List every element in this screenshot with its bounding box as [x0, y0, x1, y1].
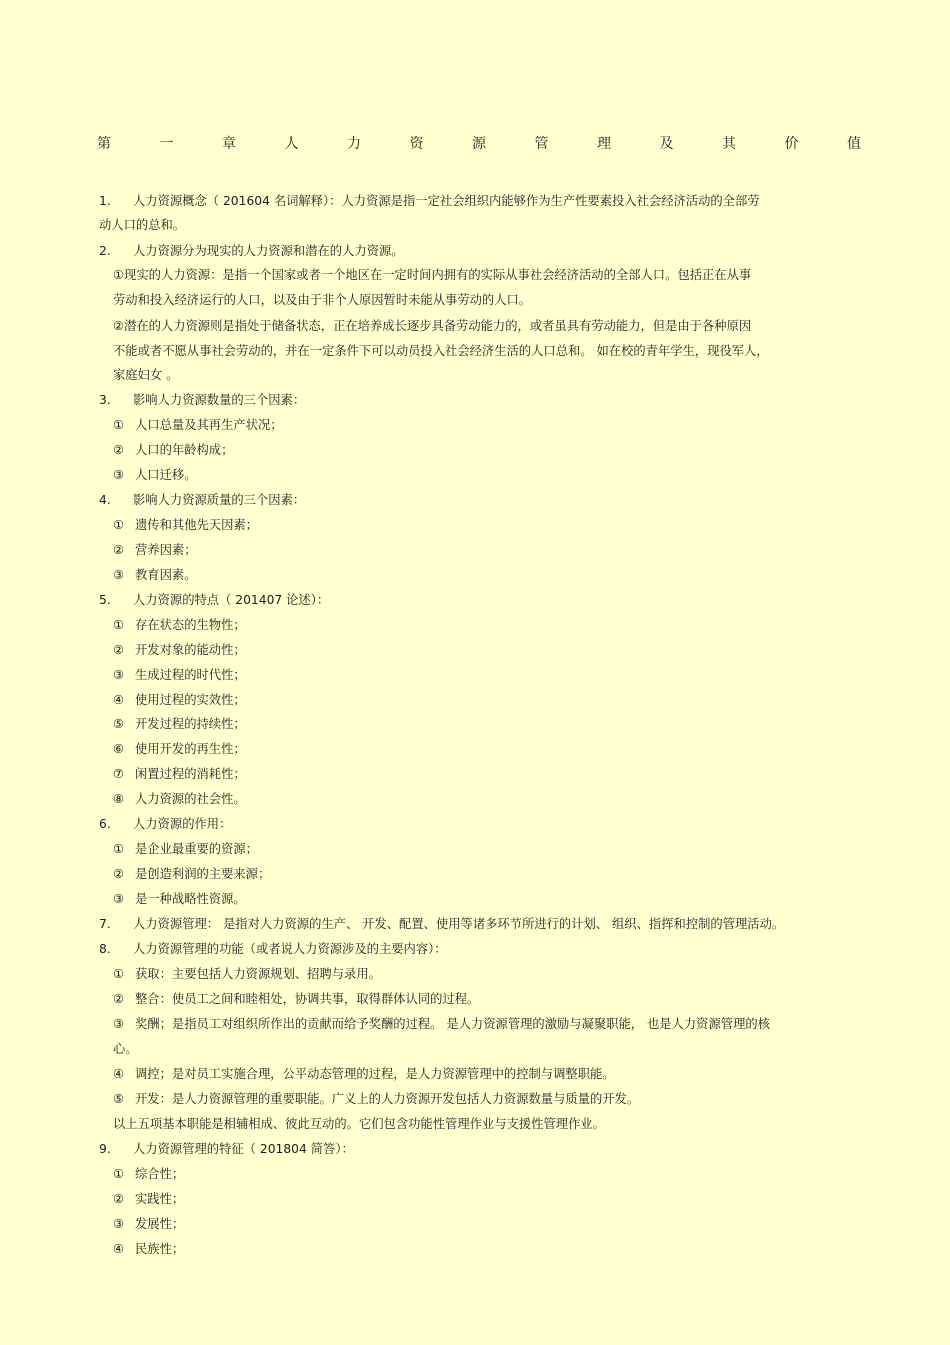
item-text: 人力资源管理的功能（或者说人力资源涉及的主要内容）：: [133, 942, 447, 956]
item-text: 使用过程的实效性；: [135, 693, 246, 707]
text-line: [113, 1164, 184, 1182]
title-char: 第: [97, 136, 111, 152]
title-char: 人: [284, 136, 299, 152]
item-number: ②: [113, 443, 125, 457]
text-line: [113, 1114, 605, 1132]
item-number: ③: [113, 1017, 125, 1031]
title-char: 值: [847, 136, 861, 152]
title-char: 及: [659, 136, 674, 152]
item-text: 人力资源分为现实的人力资源和潜在的人力资源。: [133, 244, 404, 258]
text-line: [113, 615, 246, 633]
item-text: 动人口的总和。: [99, 218, 186, 232]
item-number: ④: [113, 1067, 125, 1081]
text-line: [113, 290, 531, 308]
item-number: 1.: [99, 194, 111, 208]
item-number: ①: [113, 518, 125, 532]
item-number: ③: [113, 892, 125, 906]
item-number: ③: [113, 568, 125, 582]
chapter-title: [97, 133, 861, 153]
title-char: 管: [534, 136, 549, 152]
item-number: 5.: [99, 593, 111, 607]
text-line: [99, 390, 305, 408]
item-text: 教育因素。: [135, 568, 197, 582]
item-text: 是企业最重要的资源；: [135, 842, 258, 856]
item-text: 整合：使员工之间和睦相处，协调共事，取得群体认同的过程。: [135, 992, 480, 1006]
item-number: ①: [113, 967, 125, 981]
item-number: ④: [113, 693, 125, 707]
text-line: [113, 1014, 770, 1032]
text-line: [99, 939, 447, 957]
item-number: ③: [113, 468, 125, 482]
text-line: [113, 864, 270, 882]
item-text: 家庭妇女 。: [113, 368, 179, 382]
text-line: [113, 1064, 615, 1082]
item-number: ⑤: [113, 1092, 125, 1106]
item-text: 人口总量及其再生产状况；: [135, 418, 283, 432]
title-char: 资: [409, 136, 424, 152]
item-text: 人力资源的社会性。: [135, 792, 246, 806]
text-line: [113, 889, 246, 907]
item-text: 影响人力资源质量的三个因素：: [133, 493, 306, 507]
item-text: 开发过程的持续性；: [135, 717, 246, 731]
text-line: [113, 964, 381, 982]
text-line: [113, 316, 751, 334]
item-number: ②: [113, 1192, 125, 1206]
item-number: 3.: [99, 393, 111, 407]
text-line: [113, 764, 246, 782]
item-text: 人力资源的作用：: [133, 817, 232, 831]
item-number: ⑥: [113, 742, 125, 756]
item-text: 以上五项基本职能是相辅相成、彼此互动的。它们包含功能性管理作业与支援性管理作业。: [113, 1117, 605, 1131]
item-number: ①: [113, 418, 125, 432]
item-text: 民族性；: [135, 1242, 185, 1256]
item-number: ①: [113, 1167, 125, 1181]
item-number: ②: [113, 992, 125, 1006]
text-line: [99, 590, 329, 608]
text-line: [99, 191, 760, 209]
title-char: 一: [159, 136, 174, 152]
title-char: 力: [347, 136, 361, 152]
item-text: 获取：主要包括人力资源规划、招聘与录用。: [135, 967, 381, 981]
item-text: 不能或者不愿从事社会劳动的，并在一定条件下可以动员投入社会经济生活的人口总和。 如在校的青年学生，现役军人，: [113, 344, 769, 358]
item-text: 遗传和其他先天因素；: [135, 518, 258, 532]
item-number: ①: [113, 618, 125, 632]
item-text: 是一种战略性资源。: [135, 892, 246, 906]
item-text: 发展性；: [135, 1217, 185, 1231]
text-line: [113, 789, 246, 807]
text-line: [113, 665, 246, 683]
item-text: 劳动和投入经济运行的人口，以及由于非个人原因暂时未能从事劳动的人口。: [113, 293, 532, 307]
text-line: [113, 365, 178, 383]
item-text: ②潜在的人力资源则是指处于储备状态，正在培养成长逐步具备劳动能力的，或者虽具有劳动能力，但是由于各种原因: [113, 319, 752, 333]
text-line: [113, 440, 233, 458]
text-line: [113, 465, 197, 483]
item-text: 人力资源概念（ 201604 名词解释）：人力资源是指一定社会组织内能够作为生产性要素投入社会经济活动的全部劳: [133, 194, 760, 208]
text-line: [99, 1139, 354, 1157]
title-char: 价: [784, 136, 799, 152]
text-line: [99, 490, 305, 508]
title-char: 其: [722, 136, 736, 152]
text-line: [99, 814, 231, 832]
item-number: 6.: [99, 817, 111, 831]
item-text: 奖酬；是指员工对组织所作出的贡献而给予奖酬的过程。 是人力资源管理的激励与凝聚职能， 也是人力资源管理的核: [135, 1017, 770, 1031]
text-line: [113, 565, 197, 583]
text-line: [113, 1089, 639, 1107]
item-text: 人口迁移。: [135, 468, 197, 482]
item-number: ③: [113, 668, 125, 682]
item-text: 存在状态的生物性；: [135, 618, 246, 632]
text-line: [113, 640, 246, 658]
item-number: 2.: [99, 244, 111, 258]
item-number: 7.: [99, 917, 111, 931]
text-line: [99, 215, 185, 233]
item-number: 8.: [99, 942, 111, 956]
text-line: [113, 839, 258, 857]
text-line: [113, 540, 197, 558]
text-line: [113, 739, 246, 757]
text-line: [99, 914, 784, 932]
text-line: [113, 1189, 184, 1207]
title-char: 理: [597, 136, 611, 152]
text-line: [113, 1239, 184, 1257]
item-text: 人力资源管理的特征（ 201804 简答）：: [133, 1142, 354, 1156]
text-line: [113, 265, 751, 283]
text-line: [113, 415, 283, 433]
title-char: 章: [222, 136, 236, 152]
item-number: ⑤: [113, 717, 125, 731]
item-text: 闲置过程的消耗性；: [135, 767, 246, 781]
text-line: [99, 241, 404, 259]
item-number: ⑧: [113, 792, 125, 806]
item-text: 人力资源的特点（ 201407 论述）：: [133, 593, 330, 607]
item-number: ①: [113, 842, 125, 856]
item-number: ②: [113, 867, 125, 881]
text-line: [113, 1039, 138, 1057]
text-line: [113, 341, 769, 359]
text-line: [113, 690, 246, 708]
item-text: 心。: [113, 1042, 138, 1056]
item-text: 生成过程的时代性；: [135, 668, 246, 682]
item-number: ③: [113, 1217, 125, 1231]
item-text: 调控；是对员工实施合理，公平动态管理的过程，是人力资源管理中的控制与调整职能。: [135, 1067, 615, 1081]
item-text: 营养因素；: [135, 543, 197, 557]
text-line: [113, 714, 246, 732]
item-text: 实践性；: [135, 1192, 185, 1206]
item-text: 综合性；: [135, 1167, 185, 1181]
title-char: 源: [472, 136, 486, 152]
item-text: 影响人力资源数量的三个因素：: [133, 393, 306, 407]
item-text: 开发：是人力资源管理的重要职能。广义上的人力资源开发包括人力资源数量与质量的开发。: [135, 1092, 640, 1106]
text-line: [113, 515, 258, 533]
item-text: 人口的年龄构成；: [135, 443, 234, 457]
item-number: 4.: [99, 493, 111, 507]
item-text: 开发对象的能动性；: [135, 643, 246, 657]
item-number: ④: [113, 1242, 125, 1256]
item-number: 9.: [99, 1142, 111, 1156]
item-text: 使用开发的再生性；: [135, 742, 246, 756]
item-number: ②: [113, 543, 125, 557]
text-line: [113, 1214, 184, 1232]
text-line: [113, 989, 479, 1007]
item-number: ⑦: [113, 767, 125, 781]
item-text: 是创造利润的主要来源；: [135, 867, 271, 881]
item-number: ②: [113, 643, 125, 657]
item-text: 人力资源管理： 是指对人力资源的生产、 开发、配置、使用等诸多环节所进行的计划、 组织、指挥和控制的管理活动。: [133, 917, 785, 931]
item-text: ①现实的人力资源：是指一个国家或者一个地区在一定时间内拥有的实际从事社会经济活动的全部人口。包括正在从事: [113, 268, 752, 282]
